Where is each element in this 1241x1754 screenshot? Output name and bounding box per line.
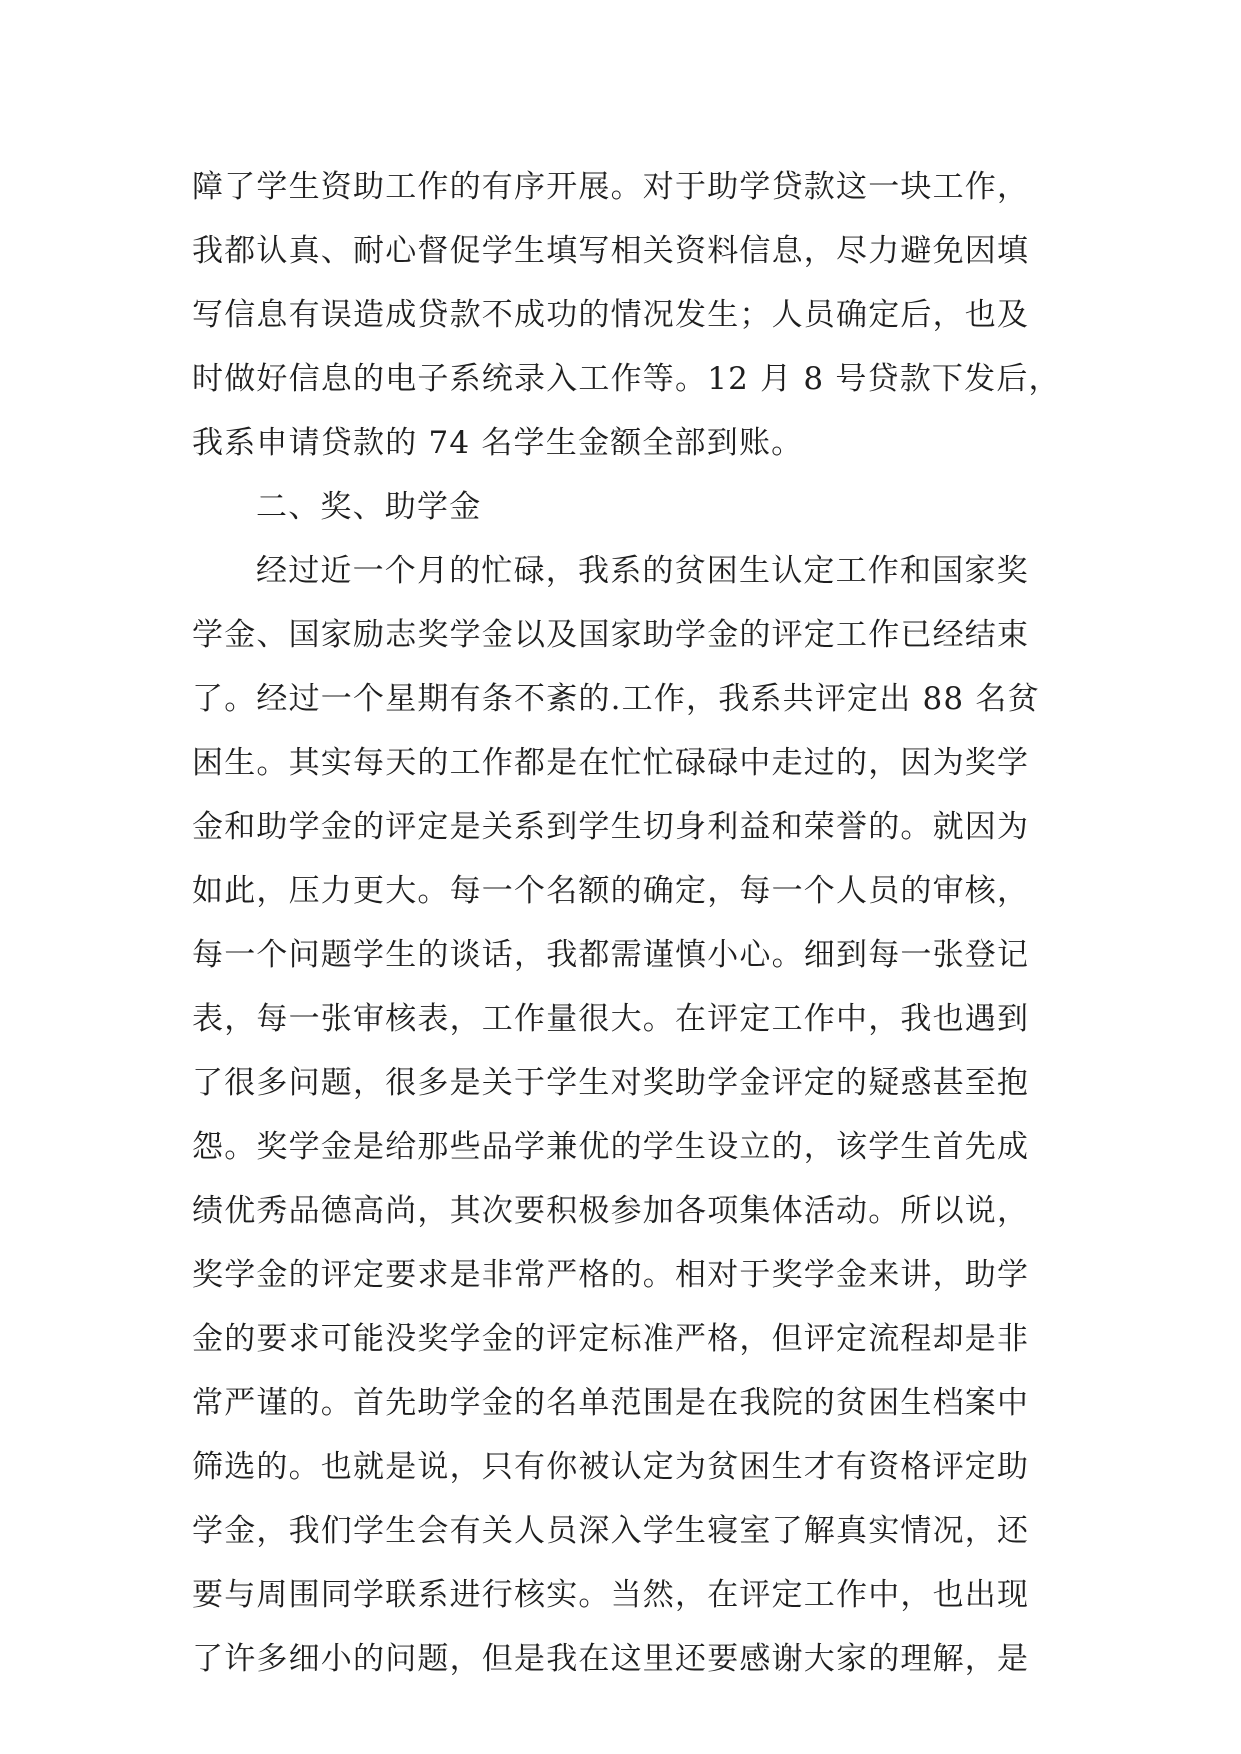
- body-line: 表，每一张审核表，工作量很大。在评定工作中，我也遇到: [192, 1001, 1030, 1037]
- body-line: 障了学生资助工作的有序开展。对于助学贷款这一块工作，: [192, 169, 1030, 205]
- document-body: [192, 155, 1061, 1691]
- body-line: 写信息有误造成贷款不成功的情况发生；人员确定后，也及: [192, 297, 1030, 333]
- body-line: 了很多问题，很多是关于学生对奖助学金评定的疑惑甚至抱: [192, 1065, 1030, 1101]
- body-line: 绩优秀品德高尚，其次要积极参加各项集体活动。所以说，: [192, 1193, 1030, 1229]
- body-line: 了许多细小的问题，但是我在这里还要感谢大家的理解，是: [192, 1641, 1030, 1677]
- body-line: 常严谨的。首先助学金的名单范围是在我院的贫困生档案中: [192, 1385, 1030, 1421]
- body-line: 金的要求可能没奖学金的评定标准严格，但评定流程却是非: [192, 1321, 1030, 1357]
- paragraph-first-line: 经过近一个月的忙碌，我系的贫困生认定工作和国家奖: [256, 553, 1029, 589]
- body-line: 了。经过一个星期有条不紊的.工作，我系共评定出 88 名贫: [192, 681, 1040, 717]
- body-line: 要与周围同学联系进行核实。当然，在评定工作中，也出现: [192, 1577, 1030, 1613]
- body-line: 筛选的。也就是说，只有你被认定为贫困生才有资格评定助: [192, 1449, 1030, 1485]
- body-line: 奖学金的评定要求是非常严格的。相对于奖学金来讲，助学: [192, 1257, 1030, 1293]
- body-line: 怨。奖学金是给那些品学兼优的学生设立的，该学生首先成: [192, 1129, 1030, 1165]
- body-line: 我都认真、耐心督促学生填写相关资料信息，尽力避免因填: [192, 233, 1030, 269]
- body-line: 困生。其实每天的工作都是在忙忙碌碌中走过的，因为奖学: [192, 745, 1030, 781]
- body-line: 学金、国家励志奖学金以及国家助学金的评定工作已经结束: [192, 617, 1030, 653]
- body-line: 我系申请贷款的 74 名学生金额全部到账。: [192, 425, 804, 461]
- body-line: 时做好信息的电子系统录入工作等。12 月 8 号贷款下发后，: [192, 361, 1061, 397]
- body-line: 每一个问题学生的谈话，我都需谨慎小心。细到每一张登记: [192, 937, 1030, 973]
- body-line: 学金，我们学生会有关人员深入学生寝室了解真实情况，还: [192, 1513, 1030, 1549]
- body-line: 如此，压力更大。每一个名额的确定，每一个人员的审核，: [192, 873, 1030, 909]
- section-heading: 二、奖、助学金: [256, 489, 482, 525]
- body-line: 金和助学金的评定是关系到学生切身利益和荣誉的。就因为: [192, 809, 1030, 845]
